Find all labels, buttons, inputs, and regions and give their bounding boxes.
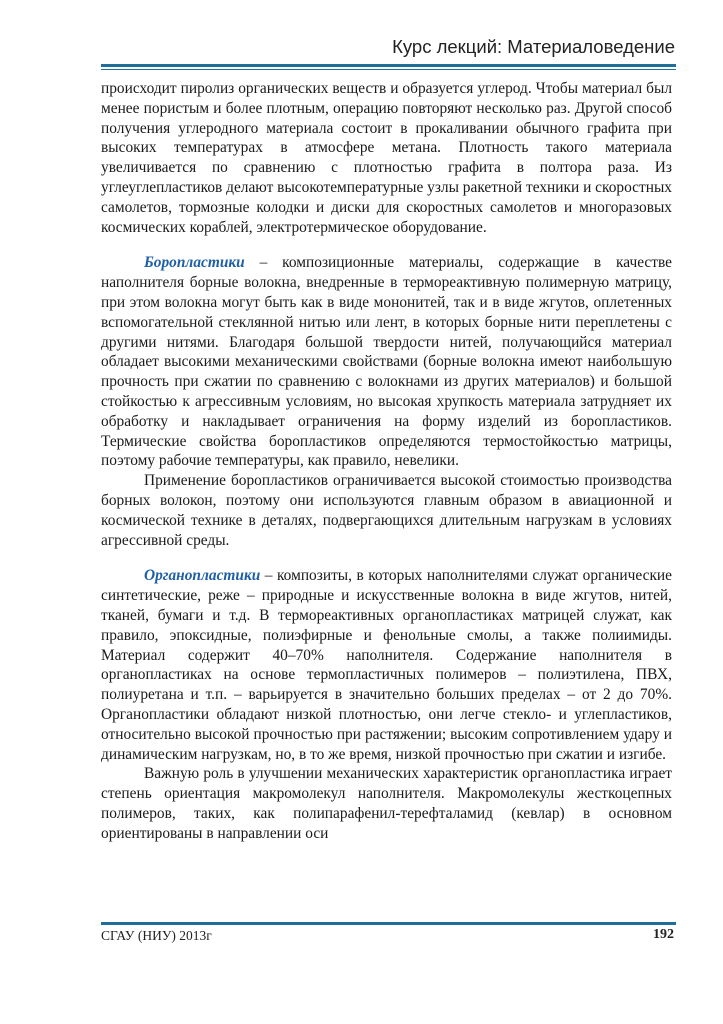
page-content (101, 79, 672, 843)
page-header-title: Курс лекций: Материаловедение (392, 36, 675, 57)
paragraph-boroplastics (101, 253, 672, 471)
organoplastics-definition: – композиты, в которых наполнителями служат органические синтетические, реже – природные и искусственные волокна в виде жгутов, нитей, тканей, бумаги и т.д. В термореактивных органопластиках матрицей служат, как правило, эпоксидные, полиэфирные и фенольные смолы, а также полиимиды. Материал содержит 40–70% наполнителя. Содержание наполнителя в органопластиках на основе термопластичных полимеров – полиэтилена, ПВХ, полиуретана и т.п. – варьируется в значительно больших пределах – от 2 до 70%. Органопластики обладают низкой плотностью, они легче стекло- и углепластиков, относительно высокой прочностью при растяжении; высоким сопротивлением удару и динамическим нагрузкам, но, в то же время, низкой прочностью при сжатии и изгибе. (101, 567, 672, 763)
footer-institution: СГАУ (НИУ) 2013г (101, 928, 212, 943)
paragraph-boroplastics-application: Применение боропластиков ограничивается высокой стоимостью производства борных волокон, поэтому они используются главным образом в авиационной и космической технике в деталях, подвергающихся длительным нагрузкам в условиях агрессивной среды. (101, 472, 672, 549)
header-rule-thin (101, 69, 676, 70)
boroplastics-definition: – композиционные материалы, содержащие в качестве наполнителя борные волокна, внедренные в термореактивную полимерную матрицу, при этом волокна могут быть как в виде мононитей, так и в виде жгутов, оплетенных вспомогательной стеклянной нитью или лент, в которых борные нити переплетены с другими нитями. Благодаря большой твердости нитей, получающийся материал обладает высокими механическими свойствами (борные волокна имеют наибольшую прочность при сжатии по сравнению с волокнами из других материалов) и большой стойкостью к агрессивным условиям, но высокая хрупкость материала затрудняет их обработку и накладывает ограничения на форму изделий из боропластиков. Термические свойства боропластиков определяются термостойкостью матрицы, поэтому рабочие температуры, как правило, невелики. (101, 254, 672, 470)
term-organoplastics: Органопластики (144, 567, 261, 585)
header-rule-thick (101, 64, 676, 67)
term-boroplastics: Боропластики (144, 254, 245, 272)
footer-rule (101, 922, 676, 925)
paragraph-organoplastics (101, 566, 672, 764)
page-number: 192 (653, 927, 674, 942)
paragraph-orientation: Важную роль в улучшении механических характеристик органопластика играет степень ориентация макромолекул наполнителя. Макромолекулы жесткоцепных полимеров, таких, как полипарафенил-терефталамид (кевлар) в основном ориентированы в направлении оси (101, 765, 672, 842)
paragraph-carbon-continued: происходит пиролиз органических веществ и образуется углерод. Чтобы материал был менее пористым и более плотным, операцию повторяют несколько раз. Другой способ получения углеродного материала состоит в прокаливании обычного графита при высоких температурах в атмосфере метана. Плотность такого материала увеличивается по сравнению с плотностью графита в полтора раза. Из углеуглепластиков делают высокотемпературные узлы ракетной техники и скоростных самолетов, тормозные колодки и диски для скоростных самолетов и многоразовых космических кораблей, электротермическое оборудование. (101, 80, 672, 236)
